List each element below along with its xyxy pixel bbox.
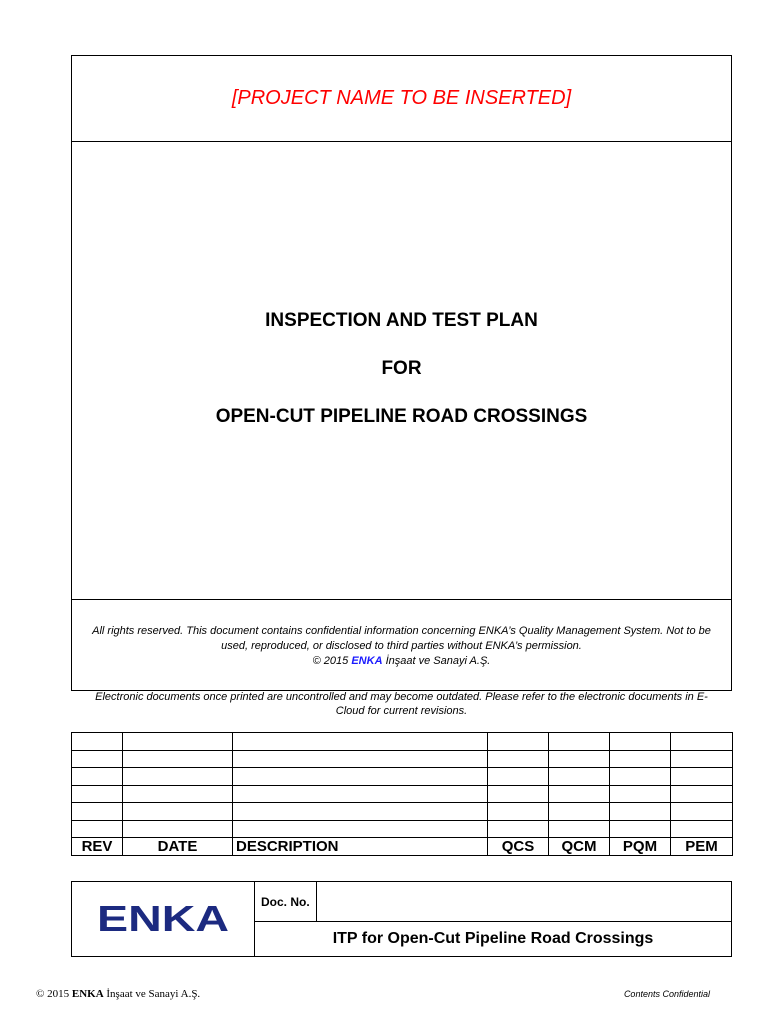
- revision-cell: [72, 768, 123, 786]
- footer-confidential: Contents Confidential: [623, 989, 710, 999]
- enka-logo: [72, 882, 255, 956]
- revision-cell: [72, 820, 123, 838]
- revision-cell: [488, 733, 549, 751]
- revision-cell: [233, 803, 488, 821]
- revision-cell: [610, 750, 671, 768]
- revision-cell: [671, 803, 733, 821]
- enka-logo-mark: [95, 900, 231, 938]
- revision-cell: [610, 820, 671, 838]
- revision-row: [72, 768, 733, 786]
- revision-row: [72, 785, 733, 803]
- revision-cell: [488, 785, 549, 803]
- footer-company-short: ENKA: [71, 988, 104, 1000]
- revision-header-pem: PEM: [671, 838, 733, 856]
- revision-cell: [671, 768, 733, 786]
- doc-title: ITP for Open-Cut Pipeline Road Crossings: [332, 930, 654, 947]
- title-line-1: INSPECTION AND TEST PLAN: [265, 310, 538, 331]
- revision-cell: [72, 785, 123, 803]
- revision-cell: [671, 785, 733, 803]
- revision-cell: [233, 820, 488, 838]
- revision-cell: [123, 750, 233, 768]
- doc-no-label: Doc. No.: [255, 882, 317, 922]
- revision-cell: [671, 820, 733, 838]
- footer-company-rest: İnşaat ve Sanayi A.Ş.: [106, 988, 201, 1000]
- rights-company-short: ENKA: [351, 655, 383, 667]
- title-section: [72, 142, 731, 600]
- revision-header-description: DESCRIPTION: [233, 838, 488, 856]
- revision-cell: [233, 785, 488, 803]
- electronic-notice: Electronic documents once printed are uncontrolled and may become outdated. Please refer to the electronic documents in E-Cloud for current revisions.: [95, 691, 708, 717]
- revision-cell: [488, 803, 549, 821]
- revision-row: [72, 820, 733, 838]
- revision-row: [72, 803, 733, 821]
- revision-cell: [610, 803, 671, 821]
- revision-cell: [233, 768, 488, 786]
- title-line-3: OPEN-CUT PIPELINE ROAD CROSSINGS: [215, 406, 588, 427]
- revision-cell: [123, 768, 233, 786]
- revision-cell: [123, 803, 233, 821]
- revision-cell: [123, 820, 233, 838]
- footer-copyright: [36, 988, 200, 1000]
- title-block: [71, 881, 732, 957]
- revision-header-qcs: QCS: [488, 838, 549, 856]
- rights-copyright-prefix: © 2015: [312, 655, 349, 667]
- revision-cell: [610, 733, 671, 751]
- revision-cell: [488, 820, 549, 838]
- revision-cell: [671, 750, 733, 768]
- revision-header-date: DATE: [123, 838, 233, 856]
- revision-row: [72, 750, 733, 768]
- rights-company-rest: İnşaat ve Sanayi A.Ş.: [385, 655, 491, 667]
- doc-no-value: [317, 882, 731, 922]
- revision-row: [72, 733, 733, 751]
- footer-copyright-prefix: © 2015: [36, 988, 70, 1000]
- cover-frame: [71, 55, 732, 691]
- project-name: [PROJECT NAME TO BE INSERTED]: [72, 56, 731, 142]
- rights-notice: [72, 600, 731, 692]
- revision-cell: [549, 750, 610, 768]
- revision-cell: [610, 768, 671, 786]
- revision-cell: [610, 785, 671, 803]
- revision-cell: [72, 733, 123, 751]
- revision-header-qcm: QCM: [549, 838, 610, 856]
- revision-cell: [549, 768, 610, 786]
- revision-table: [71, 732, 733, 856]
- revision-cell: [671, 733, 733, 751]
- enka-logo-text: ENKA: [97, 900, 229, 938]
- title-line-2: FOR: [381, 358, 422, 379]
- revision-cell: [488, 750, 549, 768]
- revision-cell: [123, 785, 233, 803]
- revision-header-pqm: PQM: [610, 838, 671, 856]
- revision-header-row: [72, 838, 733, 856]
- revision-cell: [549, 820, 610, 838]
- revision-cell: [488, 768, 549, 786]
- revision-cell: [549, 803, 610, 821]
- revision-cell: [233, 733, 488, 751]
- revision-cell: [233, 750, 488, 768]
- rights-text: All rights reserved. This document contains confidential information concerning ENKA’s Quality Management System. Not to be used, reproduced, or disclosed to third parties without ENKA’s permission.: [92, 625, 711, 652]
- revision-cell: [123, 733, 233, 751]
- revision-cell: [549, 733, 610, 751]
- revision-header-rev: REV: [72, 838, 123, 856]
- revision-cell: [72, 750, 123, 768]
- rights-copyright: [80, 654, 723, 669]
- revision-cell: [549, 785, 610, 803]
- revision-cell: [72, 803, 123, 821]
